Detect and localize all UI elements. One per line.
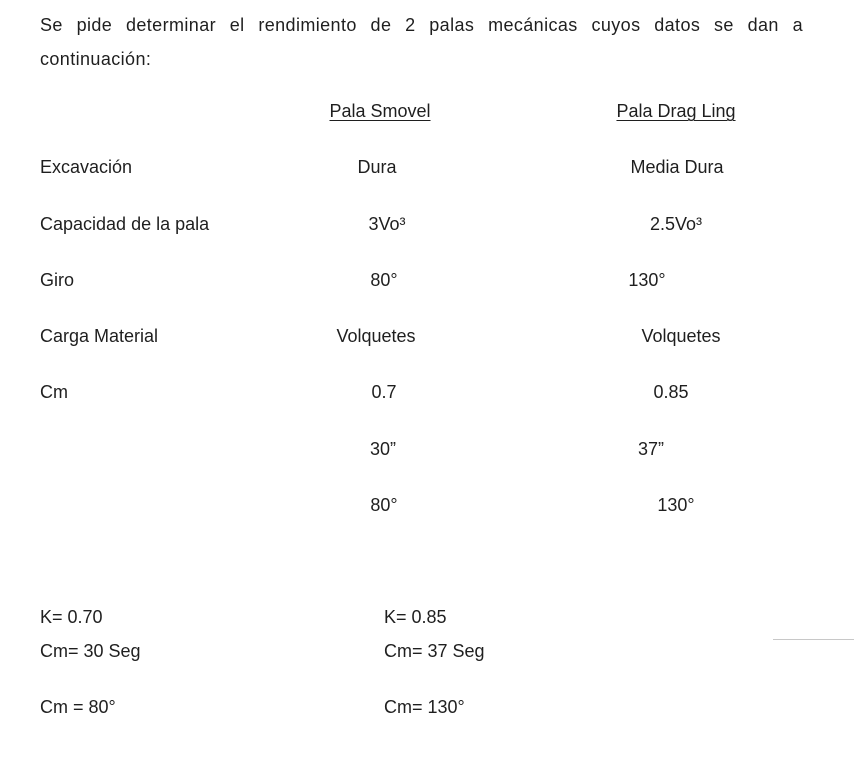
cell-drag-giro: 130°	[628, 270, 666, 290]
result-drag-cm-deg: Cm= 130°	[384, 697, 465, 717]
cell-smovel-cm: 0.7	[371, 382, 397, 402]
intro-paragraph: Se pide determinar el rendimiento de 2 palas mecánicas cuyos datos se dan a continuación:	[40, 15, 803, 69]
row-label-giro: Giro	[40, 270, 75, 290]
result-smovel-k: K= 0.70	[40, 607, 103, 627]
cell-drag-excavacion: Media Dura	[630, 157, 724, 177]
row-label-capacidad: Capacidad de la pala	[40, 214, 210, 234]
header-pala-drag-ling: Pala Drag Ling	[616, 101, 736, 121]
cell-smovel-carga: Volquetes	[336, 326, 416, 346]
cell-smovel-capacidad: 3Vo³	[368, 214, 406, 234]
result-smovel-cm-deg: Cm = 80°	[40, 697, 116, 717]
row-label-excavacion: Excavación	[40, 157, 133, 177]
result-smovel-cm-seg: Cm= 30 Seg	[40, 641, 141, 661]
cell-smovel-degrees: 80°	[370, 495, 398, 515]
header-pala-smovel: Pala Smovel	[329, 101, 431, 121]
result-drag-cm-seg: Cm= 37 Seg	[384, 641, 485, 661]
result-drag-k: K= 0.85	[384, 607, 447, 627]
row-label-cm: Cm	[40, 382, 68, 402]
cell-smovel-excavacion: Dura	[357, 157, 397, 177]
cell-smovel-seconds: 30”	[369, 439, 397, 459]
row-label-carga-material: Carga Material	[40, 326, 159, 346]
cell-drag-carga: Volquetes	[641, 326, 721, 346]
cell-drag-capacidad: 2.5Vo³	[649, 214, 703, 234]
horizontal-rule	[773, 639, 854, 640]
cell-smovel-giro: 80°	[370, 270, 398, 290]
cell-drag-seconds: 37”	[637, 439, 665, 459]
cell-drag-degrees: 130°	[657, 495, 695, 515]
cell-drag-cm: 0.85	[653, 382, 689, 402]
